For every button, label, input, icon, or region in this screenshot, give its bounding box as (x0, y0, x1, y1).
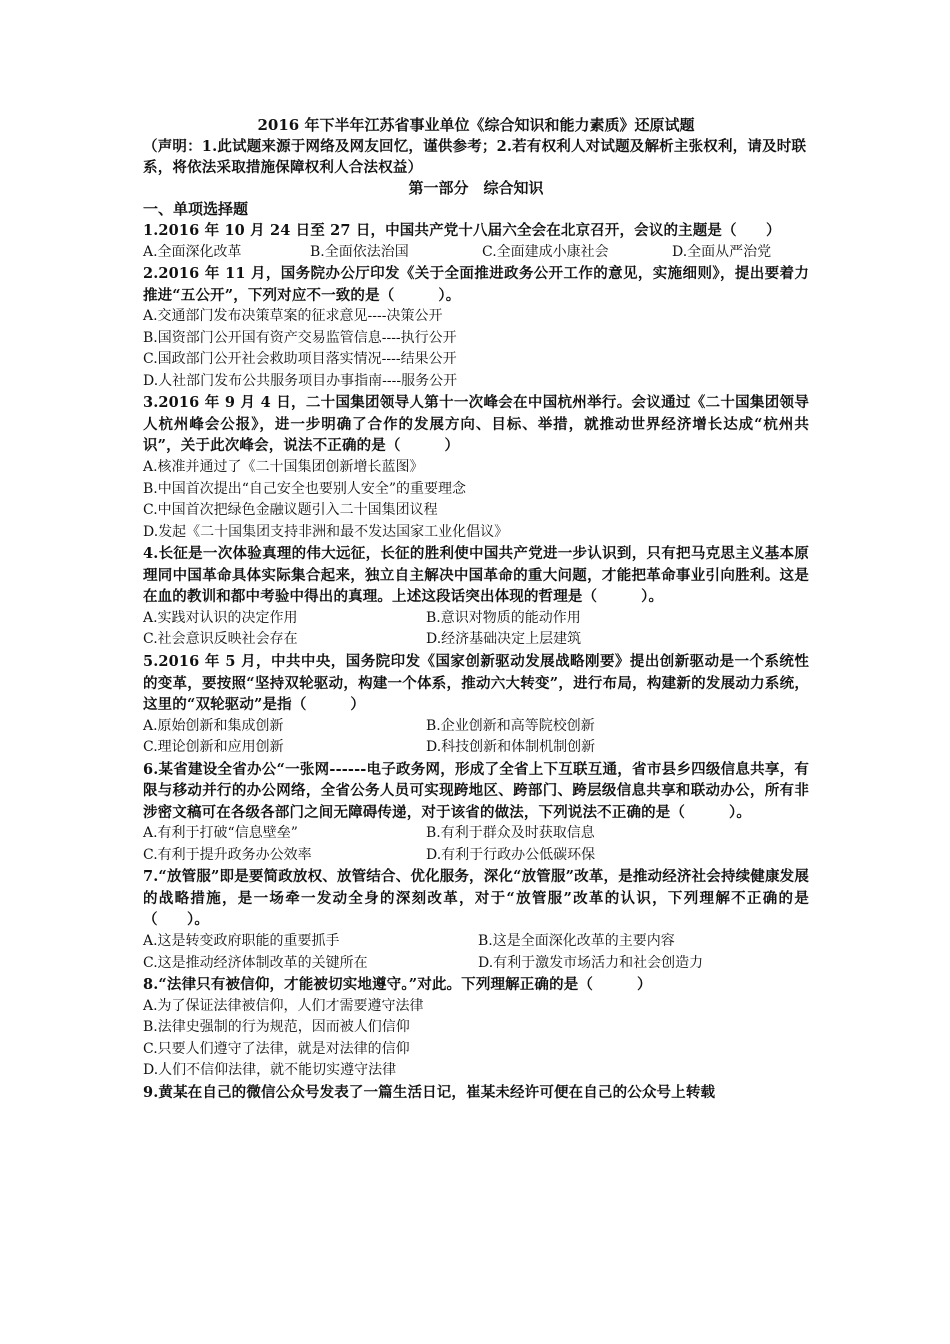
option-d: D.人们不信仰法律，就不能切实遵守法律 (143, 1062, 397, 1079)
question-6-options-row-1 (143, 823, 809, 845)
exam-title: 2016 年下半年江苏省事业单位《综合知识和能力素质》还原试题 (257, 116, 695, 134)
option-b: B.企业创新和高等院校创新 (426, 717, 595, 734)
part-heading: 第一部分 综合知识 (408, 179, 544, 197)
question-4-options-row-1 (143, 608, 809, 630)
option-d: D.有利于激发市场活力和社会创造力 (478, 954, 704, 971)
question-2-stem: 2.2016 年 11 月，国务院办公厅印发《关于全面推进政务公开工作的意见，实施细则》，提出要着力推进“五公开”，下列对应不一致的是（ ）。 (143, 265, 809, 304)
option-a: A.这是转变政府职能的重要抓手 (143, 932, 340, 949)
option-d: D.科技创新和体制机制创新 (426, 739, 596, 756)
option-b: B.有利于群众及时获取信息 (426, 825, 595, 842)
option-c: C.有利于提升政务办公效率 (143, 846, 312, 863)
option-c: C.理论创新和应用创新 (143, 739, 284, 756)
option-d: D.经济基础决定上层建筑 (426, 631, 582, 648)
option-c: C.社会意识反映社会存在 (143, 631, 298, 648)
option-d: D.发起《二十国集团支持非洲和最不发达国家工业化倡议》 (143, 523, 509, 540)
question-9-stem: 9.黄某在自己的微信公众号发表了一篇生活日记，崔某未经许可便在自己的公众号上转载 (143, 1083, 716, 1101)
question-5-stem: 5.2016 年 5 月，中共中央，国务院印发《国家创新驱动发展战略刚要》提出创新驱动是一个系统性的变革，要按照“坚持双轮驱动，构建一个体系，推动六大转变”，进行布局，构建新的发展动力系统，这里的“双轮驱动”是指（ ） (143, 653, 809, 714)
option-a: A.实践对认识的决定作用 (143, 609, 298, 626)
question-5-options-row-1 (143, 716, 809, 738)
option-b: B.意识对物质的能动作用 (426, 609, 581, 626)
option-b: B.全面依法治国 (310, 243, 409, 260)
option-c: C.只要人们遵守了法律，就是对法律的信仰 (143, 1040, 410, 1057)
option-a: A.交通部门发布决策草案的征求意见----决策公开 (143, 308, 443, 325)
exam-content (143, 114, 809, 1103)
section-heading: 一、单项选择题 (143, 200, 249, 218)
question-6-stem: 6.某省建设全省办公“一张网------电子政务网，形成了全省上下互联互通，省市县乡四级信息共享，有限与移动并行的办公网络，全省公务人员可实现跨地区、跨部门、跨层级信息共享和联动办公，所有非涉密文稿可在各级各部门之间无障碍传递，对于该省的做法，下列说法不正确的是（ ）。 (143, 760, 809, 821)
option-d: D.人社部门发布公共服务项目办事指南----服务公开 (143, 372, 458, 389)
option-a: A.有利于打破“信息壁垒” (143, 825, 298, 842)
question-7-stem: 7.“放管服”即是要简政放权、放管结合、优化服务，深化“放管服”改革，是推动经济社会持续健康发展的战略措施，是一场牵一发动全身的深刻改革，对于“放管服”改革的认识，下列理解不正确的是（ ）。 (143, 868, 809, 929)
question-7-options-row-1 (143, 931, 809, 953)
question-4-stem: 4.长征是一次体验真理的伟大远征，长征的胜利使中国共产党进一步认识到，只有把马克思主义基本原理同中国革命具体实际集合起来，独立自主解决中国革命的重大问题，才能把革命事业引向胜利。这是在血的教训和都中考验中得出的真理。上述这段话突出体现的哲理是（ ）。 (143, 545, 809, 606)
option-a: A.为了保证法律被信仰，人们才需要遵守法律 (143, 997, 424, 1014)
option-d: D.全面从严治党 (672, 243, 772, 260)
question-7-options-row-2 (143, 953, 809, 975)
question-4-options-row-2 (143, 629, 809, 651)
question-6-options-row-2 (143, 845, 809, 867)
option-b: B.国资部门公开国有资产交易监管信息----执行公开 (143, 329, 457, 346)
option-a: A.原始创新和集成创新 (143, 717, 284, 734)
option-c: C.中国首次把绿色金融议题引入二十国集团议程 (143, 502, 438, 519)
question-1-options (143, 242, 809, 264)
option-b: B.法律史强制的行为规范，因而被人们信仰 (143, 1019, 410, 1036)
disclaimer-notice: （声明：1.此试题来源于网络及网友回忆，谨供参考；2.若有权利人对试题及解析主张权利，请及时联系，将依法采取措施保障权利人合法权益） (143, 138, 807, 176)
option-d: D.有利于行政办公低碳环保 (426, 846, 596, 863)
question-3-stem: 3.2016 年 9 月 4 日，二十国集团领导人第十一次峰会在中国杭州举行。会议通过《二十国集团领导人杭州峰会公报》，进一步明确了合作的发展方向、目标、举措，就推动世界经济增长达成“杭州共识”，关于此次峰会，说法不正确的是（ ） (143, 394, 809, 455)
option-b: B.这是全面深化改革的主要内容 (478, 932, 675, 949)
question-5-options-row-2 (143, 737, 809, 759)
option-a: A.全面深化改革 (143, 243, 242, 260)
option-b: B.中国首次提出“自己安全也要别人安全”的重要理念 (143, 480, 467, 497)
option-c: C.这是推动经济体制改革的关键所在 (143, 954, 368, 971)
question-8-stem: 8.“法律只有被信仰，才能被切实地遵守。”对此。下列理解正确的是（ ） (143, 976, 652, 994)
option-a: A.核准并通过了《二十国集团创新增长蓝图》 (143, 458, 424, 475)
question-1-stem: 1.2016 年 10 月 24 日至 27 日，中国共产党十八届六全会在北京召开，会议的主题是（ ） (143, 222, 781, 239)
option-c: C.全面建成小康社会 (482, 243, 609, 260)
option-c: C.国政部门公开社会救助项目落实情况----结果公开 (143, 351, 457, 368)
